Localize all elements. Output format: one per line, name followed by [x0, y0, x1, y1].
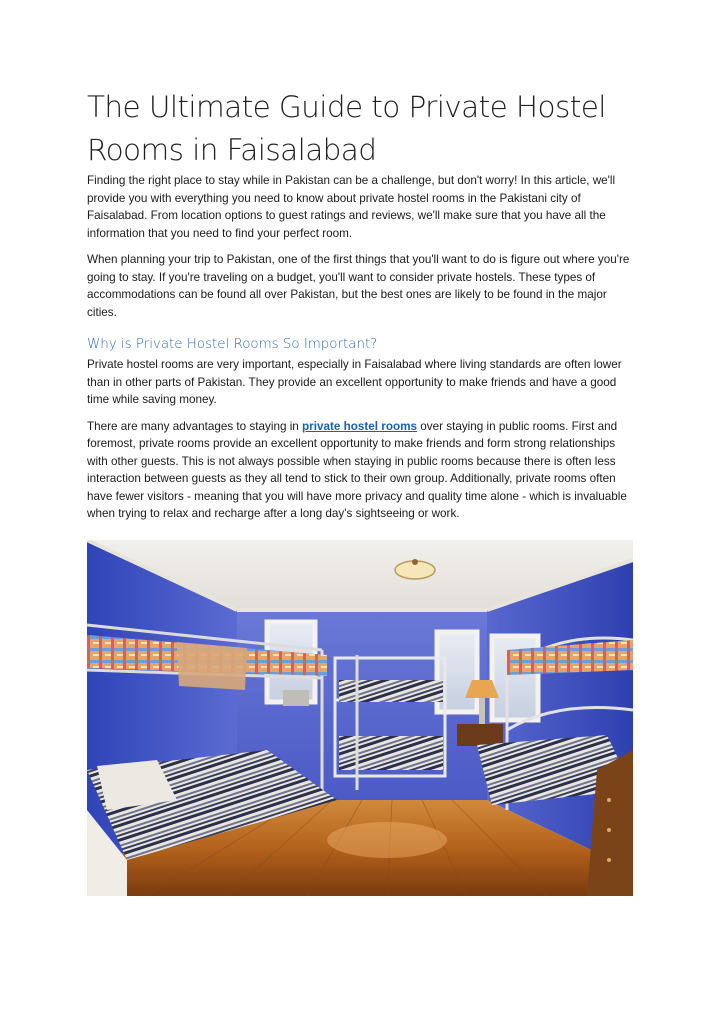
private-hostel-rooms-link[interactable]: private hostel rooms	[302, 419, 418, 433]
paragraph-text-before-link: There are many advantages to staying in	[87, 419, 303, 433]
section-paragraph-1: Private hostel rooms are very important, especially in Faisalabad where living standards are often lower than in other parts of Pakistan. They provide an excellent opportunity to make friends and have a good time while saving money.	[87, 358, 622, 406]
article	[87, 86, 635, 532]
paragraph-text-after-link: over staying in public rooms. First and foremost, private rooms provide an excellent opportunity to make friends and form strong relationships with other guests. This is not always possible when staying in public rooms because there is often less interaction between guests as they all tend to stick to their own group. Additionally, private rooms often have fewer visitors - meaning that you will have more privacy and quality time alone - which is invaluable when trying to relax and recharge after a long day's sightseeing or work.	[87, 419, 627, 520]
page-title: The Ultimate Guide to Private Hostel Rooms in Faisalabad	[87, 90, 606, 167]
section-paragraph-2	[87, 418, 635, 523]
intro-paragraph-1: Finding the right place to stay while in Pakistan can be a challenge, but don't worry! In this article, we'll provide you with everything you need to know about private hostel rooms in the Pakistani city of Faisalabad. From location options to guest ratings and reviews, we'll make sure that you have all the information that you need to find your perfect room.	[87, 174, 616, 240]
hostel-room-photo	[87, 540, 633, 896]
section-heading: Why is Private Hostel Rooms So Important?	[87, 337, 378, 352]
intro-paragraph-2: When planning your trip to Pakistan, one of the first things that you'll want to do is figure out where you're going to stay. If you're traveling on a budget, you'll want to consider private hostels. These types of accommodations can be found all over Pakistan, but the best ones are likely to be found in the major cities.	[87, 253, 630, 319]
